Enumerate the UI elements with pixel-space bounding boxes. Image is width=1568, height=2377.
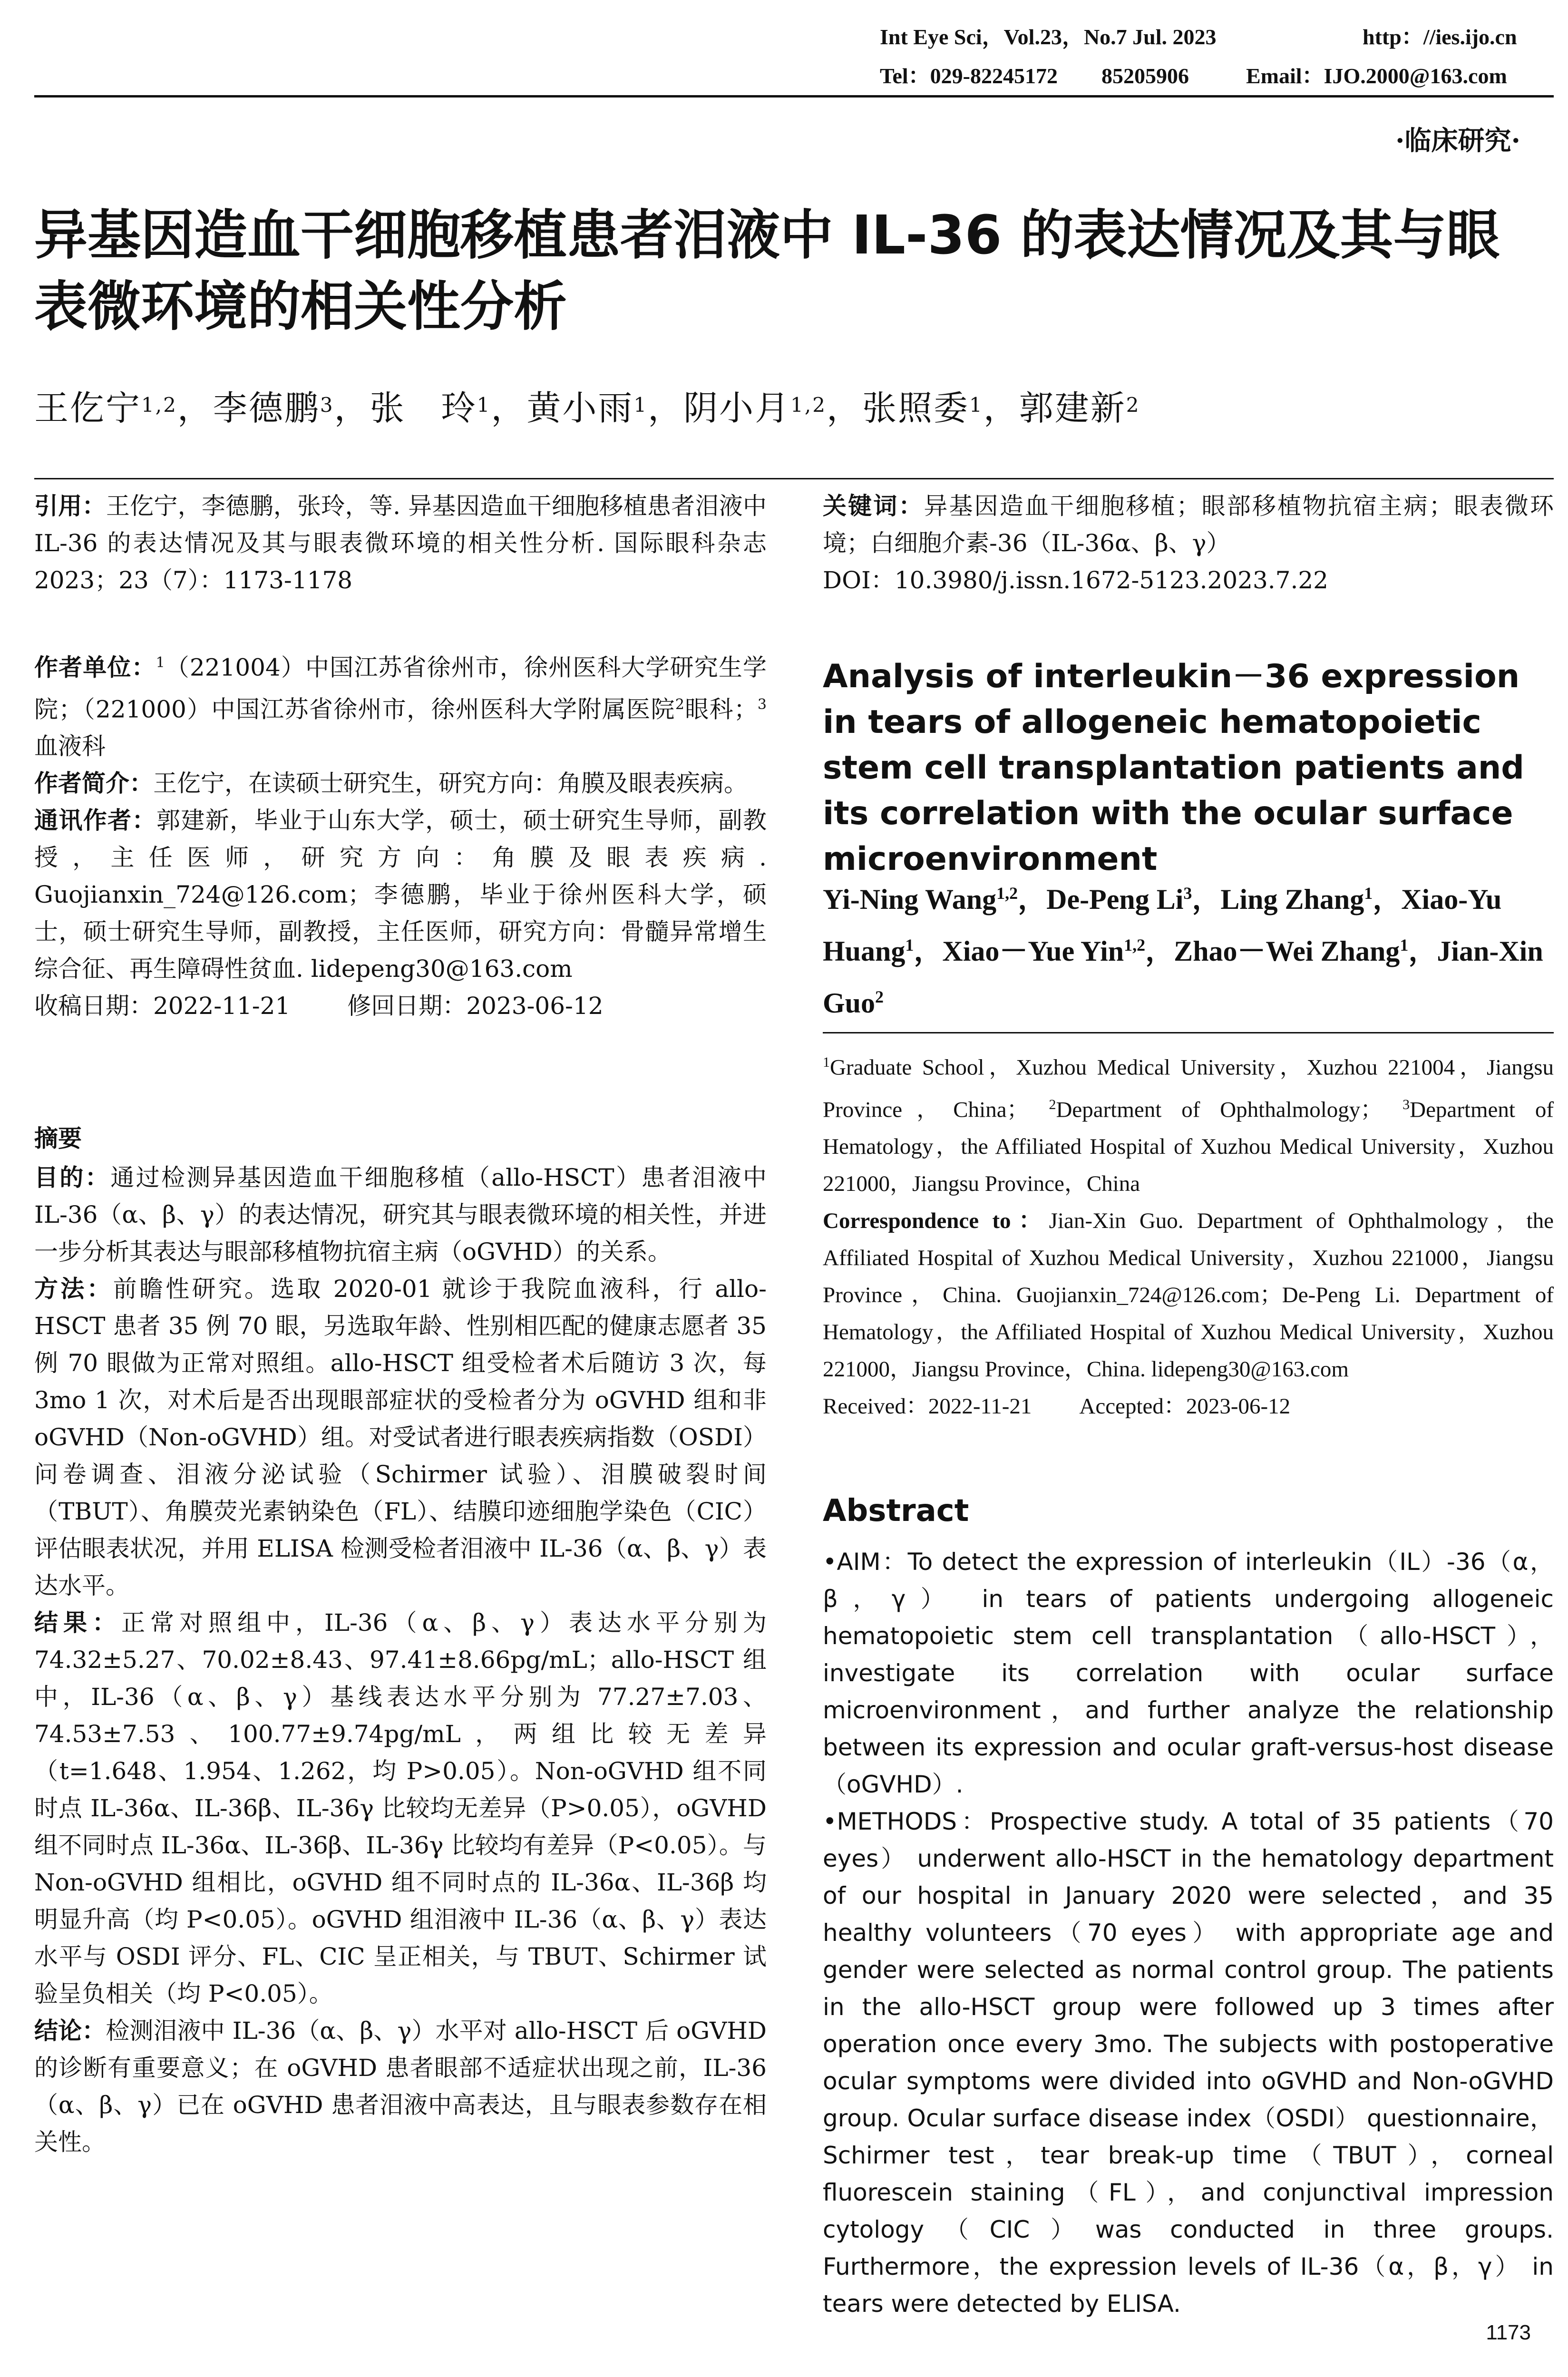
doi[interactable]: DOI：10.3980/j.issn.1672-5123.2023.7.22 xyxy=(823,566,1328,594)
author-unit: 作者单位：$^1$（221004）中国江苏省徐州市，徐州医科大学研究生学院；（221000）中国江苏省徐州市，徐州医科大学附属医院$^2$眼科；$^3$血液科 xyxy=(34,653,767,760)
english-abstract-heading: Abstract xyxy=(823,1493,969,1529)
author-affil-sup: 1 xyxy=(969,393,984,417)
author-name: 黄小雨 xyxy=(526,388,634,428)
en-methods-para: •METHODS：Prospective study. A total of 35 patients（70 eyes） underwent allo-HSCT in the hematology department of our hospital in January 2020 were selected，and 35 healthy volunteers（70 eyes） with appropriate age and gender were selected as normal control group. The patients in the allo-HSCT group were followed up 3 times after operation once every 3mo. The subjects with postoperative ocular symptoms were divided into oGVHD and Non-oGVHD group. Ocular surface disease index（OSDI） questionnaire，Schirmer test，tear break-up time（TBUT），corneal fluorescein staining（FL），and conjunctival impression cytology（CIC）was conducted in three groups. Furthermore，the expression levels of IL-36（α，β，γ） in tears were detected by ELISA. xyxy=(823,1808,1554,2318)
english-authors: Yi-Ning Wang$^{1,2}$，De-Peng Li$^3$，Ling Zhang$^1$，Xiao-Yu Huang$^1$，Xiao－Yue Yin$^{1,2}$，Zhao－Wei Zhang$^1$，Jian-Xin Guo$^2$ xyxy=(823,884,1543,1019)
author-meta-block xyxy=(34,644,767,1024)
abstract-heading: 摘要 xyxy=(34,1125,82,1152)
english-affiliations: $^1$Graduate School，Xuzhou Medical University，Xuzhou 221004，Jiangsu Province，China； $^2$Department of Ophthalmology； $^3$Department of Hematology，the Affiliated Hospital of Xuzhou Medical University，Xuzhou 221000，Jiangsu Province，China Correspondence to：Jian-Xin Guo. Department of Ophthalmology，the Affiliated Hospital of Xuzhou Medical University，Xuzhou 221000，Jiangsu Province，China. Guojianxin_724@126.com；De-Peng Li. Department of Hematology，the Affiliated Hospital of Xuzhou Medical University，Xuzhou 221000，Jiangsu Province，China. lidepeng30@163.com Received：2022-11-21 Accepted：2023-06-12 xyxy=(823,1054,1554,1419)
author-rule xyxy=(34,478,1554,479)
aim-para: 目的：通过检测异基因造血干细胞移植（allo-HSCT）患者泪液中 IL-36（α、β、γ）的表达情况，研究其与眼表微环境的相关性，并进一步分析其表达与眼部移植物抗宿主病（oGVHD）的关系。 xyxy=(34,1164,767,1266)
author-bio: 作者简介：王仡宁，在读硕士研究生，研究方向：角膜及眼表疾病。 xyxy=(34,770,748,798)
keywords-block xyxy=(823,487,1554,599)
author-affil-sup: 1 xyxy=(633,393,648,417)
keywords-label: 关键词： xyxy=(823,492,924,520)
en-aim-para: •AIM：To detect the expression of interleukin（IL）-36（α，β，γ） in tears of patients undergoing allogeneic hematopoietic stem cell transplantation（allo-HSCT），investigate its correlation with ocular surface microenvironment，and further analyze the relationship between its expression and ocular graft-versus-host disease（oGVHD）. xyxy=(823,1548,1554,1798)
english-title: Analysis of interleukin－36 expression in tears of allogeneic hematopoietic stem cell transplantation patients and its correlation with the ocular surface microenvironment xyxy=(823,658,1524,878)
author-name: 郭建新 xyxy=(1019,388,1126,428)
corresponding-author: 通讯作者：郭建新，毕业于山东大学，硕士，硕士研究生导师，副教授，主任医师，研究方向：角膜及眼表疾病. Guojianxin_724@126.com；李德鹏，毕业于徐州医科大学，硕士，硕士研究生导师，副教授，主任医师，研究方向：骨髓异常增生综合征、再生障碍性贫血. lidepeng30@163.com xyxy=(34,807,767,983)
journal-email[interactable]: Email：IJO.2000@163.com xyxy=(1246,64,1507,88)
author-affil-sup: 1,2 xyxy=(141,393,177,417)
citation-block xyxy=(34,487,767,599)
section-tag: ·临床研究· xyxy=(1395,125,1520,156)
dates: 收稿日期：2022-11-21 修回日期：2023-06-12 xyxy=(34,992,604,1020)
author-affil-sup: 1,2 xyxy=(790,393,827,417)
author-name: 阴小月 xyxy=(683,388,791,428)
author-name: 李德鹏 xyxy=(213,388,320,428)
author-affil-sup: 3 xyxy=(320,393,334,417)
journal-info: Int Eye Sci，Vol.23，No.7 Jul. 2023 xyxy=(880,25,1217,49)
author-affil-sup: 1 xyxy=(477,393,491,417)
journal-tel: Tel：029-82245172 85205906 xyxy=(880,64,1189,88)
author-name: 张 玲 xyxy=(370,388,477,428)
citation-label: 引用： xyxy=(34,492,106,520)
chinese-authors: 王仡宁$^{1,2}$，李德鹏$^3$，张 玲$^1$，黄小雨$^1$，阴小月$^{1,2}$，张照委$^1$，郭建新$^2$ xyxy=(34,388,1140,428)
correspondence-label: Correspondence to： xyxy=(823,1208,1049,1234)
english-abstract xyxy=(823,1543,1554,2322)
methods-para: 方法：前瞻性研究。选取 2020-01 就诊于我院血液科，行 allo-HSCT 患者 35 例 70 眼，另选取年龄、性别相匹配的健康志愿者 35 例 70 眼做为正常对照组。allo-HSCT 组受检者术后随访 3 次，每 3mo 1 次，对术后是否出现眼部症状的受检者分为 oGVHD 组和非 oGVHD（Non-oGVHD）组。对受试者进行眼表疾病指数（OSDI）问卷调查、泪液分泌试验（Schirmer 试验）、泪膜破裂时间（TBUT）、角膜荧光素钠染色（FL）、结膜印迹细胞学染色（CIC）评估眼表状况，并用 ELISA 检测受检者泪液中 IL-36（α、β、γ）表达水平。 xyxy=(34,1275,767,1599)
article-title: 异基因造血干细胞移植患者泪液中 IL-36 的表达情况及其与眼表微环境的相关性分析 xyxy=(34,205,1500,338)
journal-url[interactable]: http：//ies.ijo.cn xyxy=(1363,25,1517,49)
chinese-abstract xyxy=(34,1120,767,2161)
author-name: 张照委 xyxy=(862,388,969,428)
keywords-text: 异基因造血干细胞移植；眼部移植物抗宿主病；眼表微环境；白细胞介素-36（IL-36α、β、γ） xyxy=(823,492,1554,557)
author-affil-sup: 2 xyxy=(1126,393,1140,417)
author-name: 王仡宁 xyxy=(34,388,142,428)
citation-text: 王仡宁，李德鹏，张玲，等. 异基因造血干细胞移植患者泪液中 IL-36 的表达情况及其与眼表微环境的相关性分析. 国际眼科杂志 2023；23（7）：1173-1178 xyxy=(34,492,767,594)
page-number: 1173 xyxy=(1486,2321,1531,2344)
conclusion-para: 结论：检测泪液中 IL-36（α、β、γ）水平对 allo-HSCT 后 oGVHD 的诊断有重要意义；在 oGVHD 患者眼部不适症状出现之前，IL-36（α、β、γ）已在 oGVHD 患者泪液中高表达，且与眼表参数存在相关性。 xyxy=(34,2017,767,2156)
results-para: 结果：正常对照组中，IL-36（α、β、γ）表达水平分别为 74.32±5.27、70.02±8.43、97.41±8.66pg/mL；allo-HSCT 组中，IL-36（α、β、γ）基线表达水平分别为 77.27±7.03、74.53±7.53、100.77±9.74pg/mL，两组比较无差异（t=1.648、1.954、1.262，均 P>0.05）。Non-oGVHD 组不同时点 IL-36α、IL-36β、IL-36γ 比较均无差异（P>0.05），oGVHD 组不同时点 IL-36α、IL-36β、IL-36γ 比较均有差异（P<0.05）。与 Non-oGVHD 组相比，oGVHD 组不同时点的 IL-36α、IL-36β 均明显升高（均 P<0.05）。oGVHD 组泪液中 IL-36（α、β、γ）表达水平与 OSDI 评分、FL、CIC 呈正相关，与 TBUT、Schirmer 试验呈负相关（均 P<0.05）。 xyxy=(34,1609,767,2007)
affiliation-rule xyxy=(823,1032,1554,1033)
header-rule xyxy=(34,95,1554,97)
correspondence-text: Jian-Xin Guo. Department of Ophthalmology，the Affiliated Hospital of Xuzhou Medical University，Xuzhou 221000，Jiangsu Province，China. Guojianxin_724@126.com；De-Peng Li. Department of Hematology，the Affiliated Hospital of Xuzhou Medical University，Xuzhou 221000，Jiangsu Province，China. lidepeng30@163.com xyxy=(823,1208,1554,1382)
